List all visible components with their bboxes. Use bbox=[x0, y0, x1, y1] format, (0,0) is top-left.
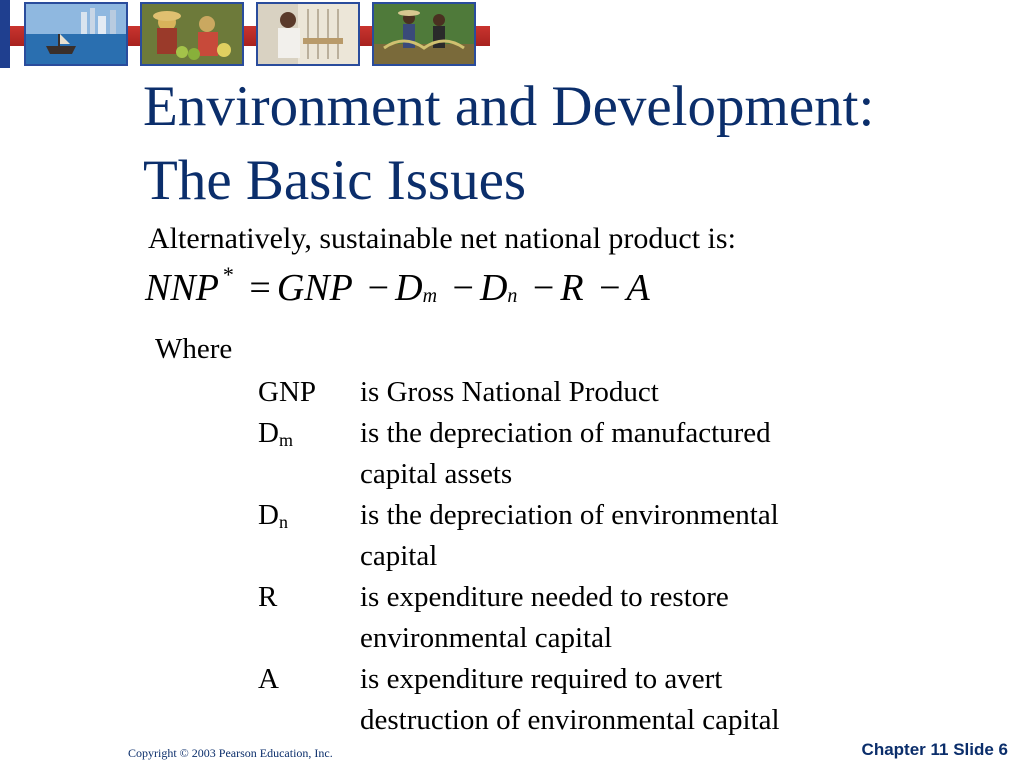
term-text: A bbox=[258, 663, 279, 695]
description-line: is expenditure required to avert bbox=[360, 663, 723, 695]
term-text: D bbox=[258, 499, 279, 531]
description bbox=[360, 577, 998, 659]
title-line-1: Environment and Development: bbox=[143, 75, 875, 138]
term-text: R bbox=[258, 581, 278, 613]
title-line-2: The Basic Issues bbox=[143, 149, 527, 212]
slide-title bbox=[143, 70, 1003, 218]
formula-lhs-sup: * bbox=[222, 262, 234, 287]
formula-minus-4: − bbox=[599, 267, 621, 309]
formula-lhs: NNP bbox=[145, 267, 219, 309]
description-line: destruction of environmental capital bbox=[360, 704, 780, 736]
term bbox=[258, 495, 360, 577]
copyright-notice: Copyright © 2003 Pearson Education, Inc. bbox=[128, 746, 333, 760]
term-text: GNP bbox=[258, 376, 317, 408]
term bbox=[258, 372, 360, 413]
formula-minus-3: − bbox=[532, 267, 555, 309]
definition-dm bbox=[258, 413, 998, 495]
term bbox=[258, 659, 360, 741]
banner-edge bbox=[0, 0, 10, 68]
formula-minus-1: − bbox=[367, 267, 390, 309]
description bbox=[360, 413, 998, 495]
nnp-formula bbox=[145, 262, 650, 318]
where-label: Where bbox=[155, 333, 233, 365]
description-line: is the depreciation of manufactured bbox=[360, 417, 771, 449]
term-text: D bbox=[258, 417, 279, 449]
description bbox=[360, 372, 998, 413]
market-photo bbox=[140, 2, 244, 66]
formula-dm-sub: m bbox=[422, 285, 438, 307]
formula-dn-sub: n bbox=[507, 285, 518, 307]
formula-dn: D bbox=[479, 267, 508, 309]
description-line: is the depreciation of environmental bbox=[360, 499, 779, 531]
description bbox=[360, 495, 998, 577]
header-banner bbox=[0, 0, 490, 68]
term bbox=[258, 577, 360, 659]
description-line: capital assets bbox=[360, 458, 513, 490]
farmers-photo bbox=[372, 2, 476, 66]
description-line: environmental capital bbox=[360, 622, 613, 654]
formula-a: A bbox=[626, 267, 650, 309]
formula-gnp: GNP bbox=[276, 267, 353, 309]
definition-dn bbox=[258, 495, 998, 577]
term-subscript: m bbox=[278, 430, 293, 450]
formula-r: R bbox=[560, 267, 584, 309]
definition-a bbox=[258, 659, 998, 741]
harbor-photo bbox=[24, 2, 128, 66]
description-line: is expenditure needed to restore bbox=[360, 581, 729, 613]
description-line: capital bbox=[360, 540, 438, 572]
description bbox=[360, 659, 998, 741]
formula-minus-2: − bbox=[452, 267, 474, 309]
term-subscript: n bbox=[278, 512, 288, 532]
weaver-photo bbox=[256, 2, 360, 66]
definition-gnp bbox=[258, 372, 998, 413]
description-line: is Gross National Product bbox=[360, 376, 659, 408]
formula-equals: = bbox=[249, 267, 271, 309]
term bbox=[258, 413, 360, 495]
intro-text: Alternatively, sustainable net national product is: bbox=[148, 222, 736, 255]
slide-number: Chapter 11 Slide 6 bbox=[861, 740, 1008, 759]
formula-dm: D bbox=[395, 267, 423, 309]
definition-r bbox=[258, 577, 998, 659]
definition-list bbox=[258, 372, 998, 741]
